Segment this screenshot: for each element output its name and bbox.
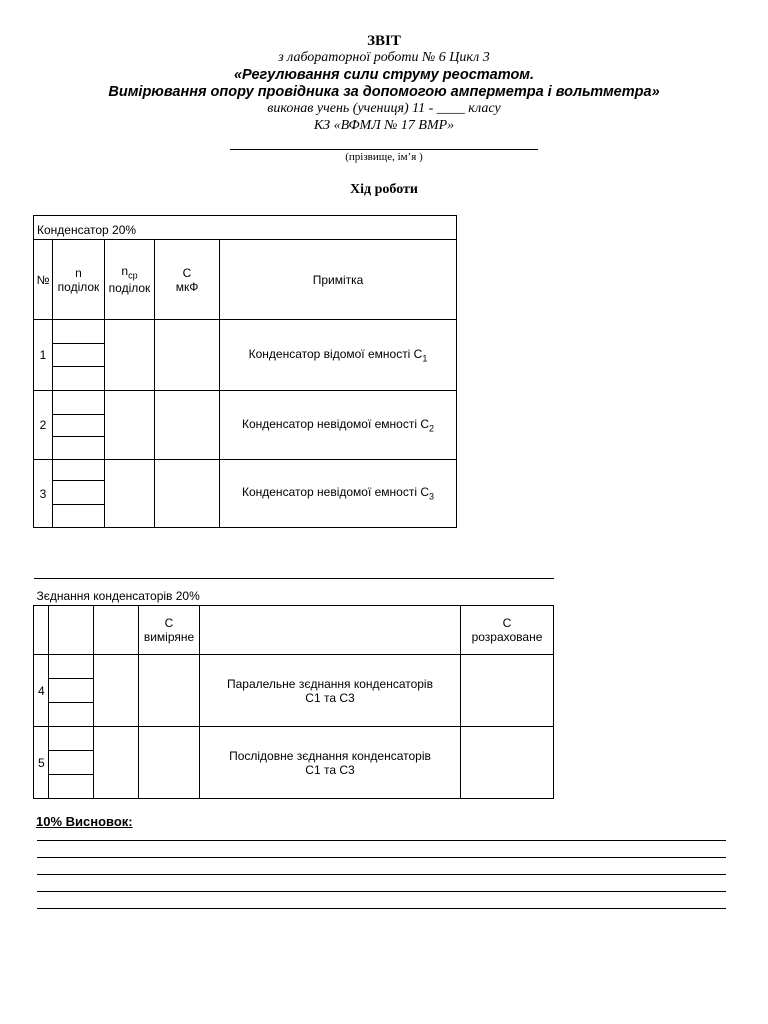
header2-c-measured: С виміряне <box>139 606 200 655</box>
ncp-cell-2[interactable] <box>105 391 155 460</box>
desc-cell-5: Послідовне зєднання конденсаторів С1 та С3 <box>200 727 461 799</box>
note-cell-3: Конденсатор невідомої емності $С_3$ <box>220 460 457 528</box>
header-ncp: $n_{ср}$ поділок <box>105 240 155 320</box>
c-measured-cell-5[interactable] <box>139 727 200 799</box>
school-line: КЗ «ВФМЛ № 17 ВМР» <box>313 118 455 133</box>
c-cell-3[interactable] <box>155 460 220 528</box>
n-cell-1b[interactable] <box>53 344 105 367</box>
header-c: С мкФ <box>155 240 220 320</box>
connection-table-caption: Зєднання конденсаторів 20% <box>34 579 554 606</box>
header-n: n поділок <box>53 240 105 320</box>
ncp-cell-3[interactable] <box>105 460 155 528</box>
conclusion-line-5[interactable] <box>37 908 726 909</box>
capacitor-table <box>33 215 457 528</box>
header-num: № <box>34 240 53 320</box>
name-caption: (прізвище, ім’я ) <box>345 151 423 163</box>
name-fill-line[interactable] <box>230 149 538 150</box>
connection-table <box>33 578 554 799</box>
header2-num <box>34 606 49 655</box>
conclusion-line-4[interactable] <box>37 891 726 892</box>
ncp2-cell-5[interactable] <box>94 727 139 799</box>
capacitor-table-caption: Конденсатор 20% <box>34 216 457 240</box>
progress-title: Хід роботи <box>350 182 418 197</box>
n2-cell-4c[interactable] <box>49 703 94 727</box>
header2-desc <box>200 606 461 655</box>
n-cell-2c[interactable] <box>53 437 105 460</box>
topic-line-1: «Регулювання сили струму реостатом. <box>233 67 535 83</box>
c-calculated-cell-5[interactable] <box>461 727 554 799</box>
ncp-cell-1[interactable] <box>105 320 155 391</box>
row-num-2: 2 <box>34 391 53 460</box>
conclusion-line-2[interactable] <box>37 857 726 858</box>
n-cell-2a[interactable] <box>53 391 105 415</box>
n-cell-3a[interactable] <box>53 460 105 481</box>
row-num-5: 5 <box>34 727 49 799</box>
report-subtitle: з лабораторної роботи № 6 Цикл 3 <box>278 50 490 65</box>
row-num-4: 4 <box>34 655 49 727</box>
n2-cell-5b[interactable] <box>49 751 94 775</box>
header2-c-calculated: С розраховане <box>461 606 554 655</box>
ncp2-cell-4[interactable] <box>94 655 139 727</box>
n-cell-2b[interactable] <box>53 415 105 437</box>
row-num-1: 1 <box>34 320 53 391</box>
n-cell-3b[interactable] <box>53 481 105 505</box>
c-measured-cell-4[interactable] <box>139 655 200 727</box>
n2-cell-5c[interactable] <box>49 775 94 799</box>
topic-line-2: Вимірювання опору провідника за допомогою амперметра і вольтметра» <box>108 84 660 100</box>
c-calculated-cell-4[interactable] <box>461 655 554 727</box>
done-by-line: виконав учень (учениця) 11 - ____ класу <box>267 101 501 116</box>
conclusion-line-3[interactable] <box>37 874 726 875</box>
note-cell-2: Конденсатор невідомої емності $С_2$ <box>220 391 457 460</box>
conclusion-line-1[interactable] <box>37 840 726 841</box>
n-cell-1a[interactable] <box>53 320 105 344</box>
n2-cell-5a[interactable] <box>49 727 94 751</box>
header-note: Примітка <box>220 240 457 320</box>
header2-n <box>49 606 94 655</box>
c-cell-2[interactable] <box>155 391 220 460</box>
report-title: ЗВІТ <box>367 33 401 49</box>
c-cell-1[interactable] <box>155 320 220 391</box>
row-num-3: 3 <box>34 460 53 528</box>
n2-cell-4b[interactable] <box>49 679 94 703</box>
n-cell-3c[interactable] <box>53 505 105 528</box>
desc-cell-4: Паралельне зєднання конденсаторів С1 та С3 <box>200 655 461 727</box>
note-cell-1: Конденсатор відомої емності $С_1$ <box>220 320 457 391</box>
n2-cell-4a[interactable] <box>49 655 94 679</box>
n-cell-1c[interactable] <box>53 367 105 391</box>
conclusion-label: 10% Висновок: <box>36 814 133 829</box>
header2-ncp <box>94 606 139 655</box>
